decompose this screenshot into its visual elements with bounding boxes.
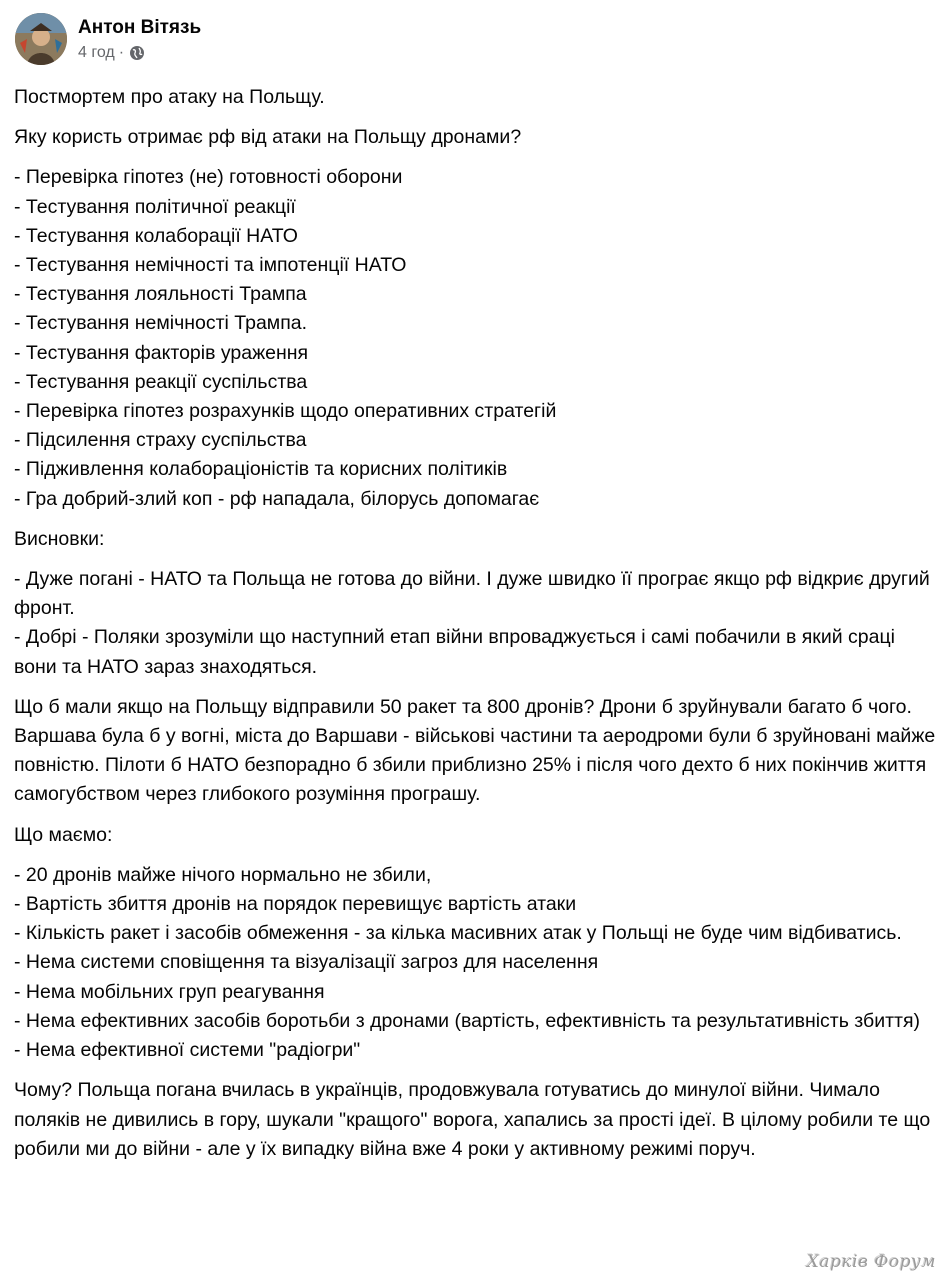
list-item: - Підсилення страху суспільства (14, 429, 307, 452)
benefits-list (14, 163, 939, 513)
post-title: Постмортем про атаку на Польщу. (14, 86, 325, 108)
list-item: - Тестування факторів ураження (14, 341, 309, 364)
why-paragraph: Чому? Польща погана вчилась в українців, продовжувала готуватись до минулої війни. Чимало поляків не дивились в гору, шукали "кращого" ворога, хапались за прості ідеї. В цілому робили те що робили ми до війни - але у їх випадку війна вже 4 роки у активному режимі поруч. (14, 1079, 931, 1160)
list-item: - Дуже погані - НАТО та Польща не готова до війни. І дуже швидко її програє якщо рф відкриє другий фронт. (14, 568, 930, 620)
list-item: - Перевірка гіпотез (не) готовності оборони (14, 166, 403, 189)
list-item: - Перевірка гіпотез розрахунків щодо оперативних стратегій (14, 400, 557, 423)
list-item: - Кількість ракет і засобів обмеження - за кілька масивних атак у Польщі не буде чим відбиватись. (14, 922, 902, 945)
globe-icon[interactable] (129, 45, 145, 61)
avatar[interactable] (15, 13, 67, 65)
conclusions-list (14, 565, 939, 682)
list-item: - Добрі - Поляки зрозуміли що наступний етап війни впроваджується і самі побачили в який сраці вони та НАТО зараз знаходяться. (14, 626, 895, 678)
list-item: - Нема системи сповіщення та візуалізації загроз для населення (14, 951, 599, 974)
post-meta (78, 43, 201, 63)
have-list (14, 861, 939, 1065)
author-name[interactable]: Антон Вітязь (78, 16, 202, 38)
list-item: - Тестування політичної реакції (14, 195, 296, 218)
list-item: - Нема ефективної системи "радіогри" (14, 1039, 361, 1062)
post-body (14, 83, 939, 1175)
list-item: - Тестування лояльності Трампа (14, 283, 307, 306)
list-item: - Нема ефективних засобів боротьби з дронами (вартість, ефективність та результативність збиття) (14, 1009, 921, 1032)
hypothetical-paragraph: Що б мали якщо на Польщу відправили 50 ракет та 800 дронів? Дрони б зруйнували багато б чого. Варшава була б у вогні, міста до Варшави - військові частини та аеродроми були б зруйновані майже повністю. Пілоти б НАТО безпорадно б збили приблизно 25% і після чого дехто б них покінчив життя самогубством через глибокого розуміння програшу. (14, 695, 936, 806)
meta-separator: · (118, 43, 125, 61)
post-question: Яку користь отримає рф від атаки на Польщу дронами? (14, 126, 522, 149)
list-item: - Вартість збиття дронів на порядок перевищує вартість атаки (14, 893, 577, 916)
avatar-image (15, 13, 67, 65)
list-item: - Тестування немічності Трампа. (14, 312, 308, 335)
list-item: - Гра добрий-злий коп - рф нападала, білорусь допомагає (14, 487, 540, 510)
conclusions-heading: Висновки: (14, 527, 105, 550)
author-block (78, 16, 201, 63)
list-item: - Підживлення колабораціоністів та корисних політиків (14, 458, 508, 481)
list-item: - Тестування реакції суспільства (14, 370, 308, 393)
list-item: - 20 дронів майже нічого нормально не збили, (14, 863, 432, 886)
post-header (15, 13, 201, 65)
have-heading: Що маємо: (14, 823, 113, 846)
watermark: Харків Форум (806, 1252, 936, 1272)
list-item: - Тестування немічності та імпотенції НАТО (14, 254, 407, 277)
list-item: - Нема мобільних груп реагування (14, 980, 325, 1003)
post-time[interactable]: 4 год (78, 43, 115, 61)
list-item: - Тестування колаборації НАТО (14, 224, 298, 247)
